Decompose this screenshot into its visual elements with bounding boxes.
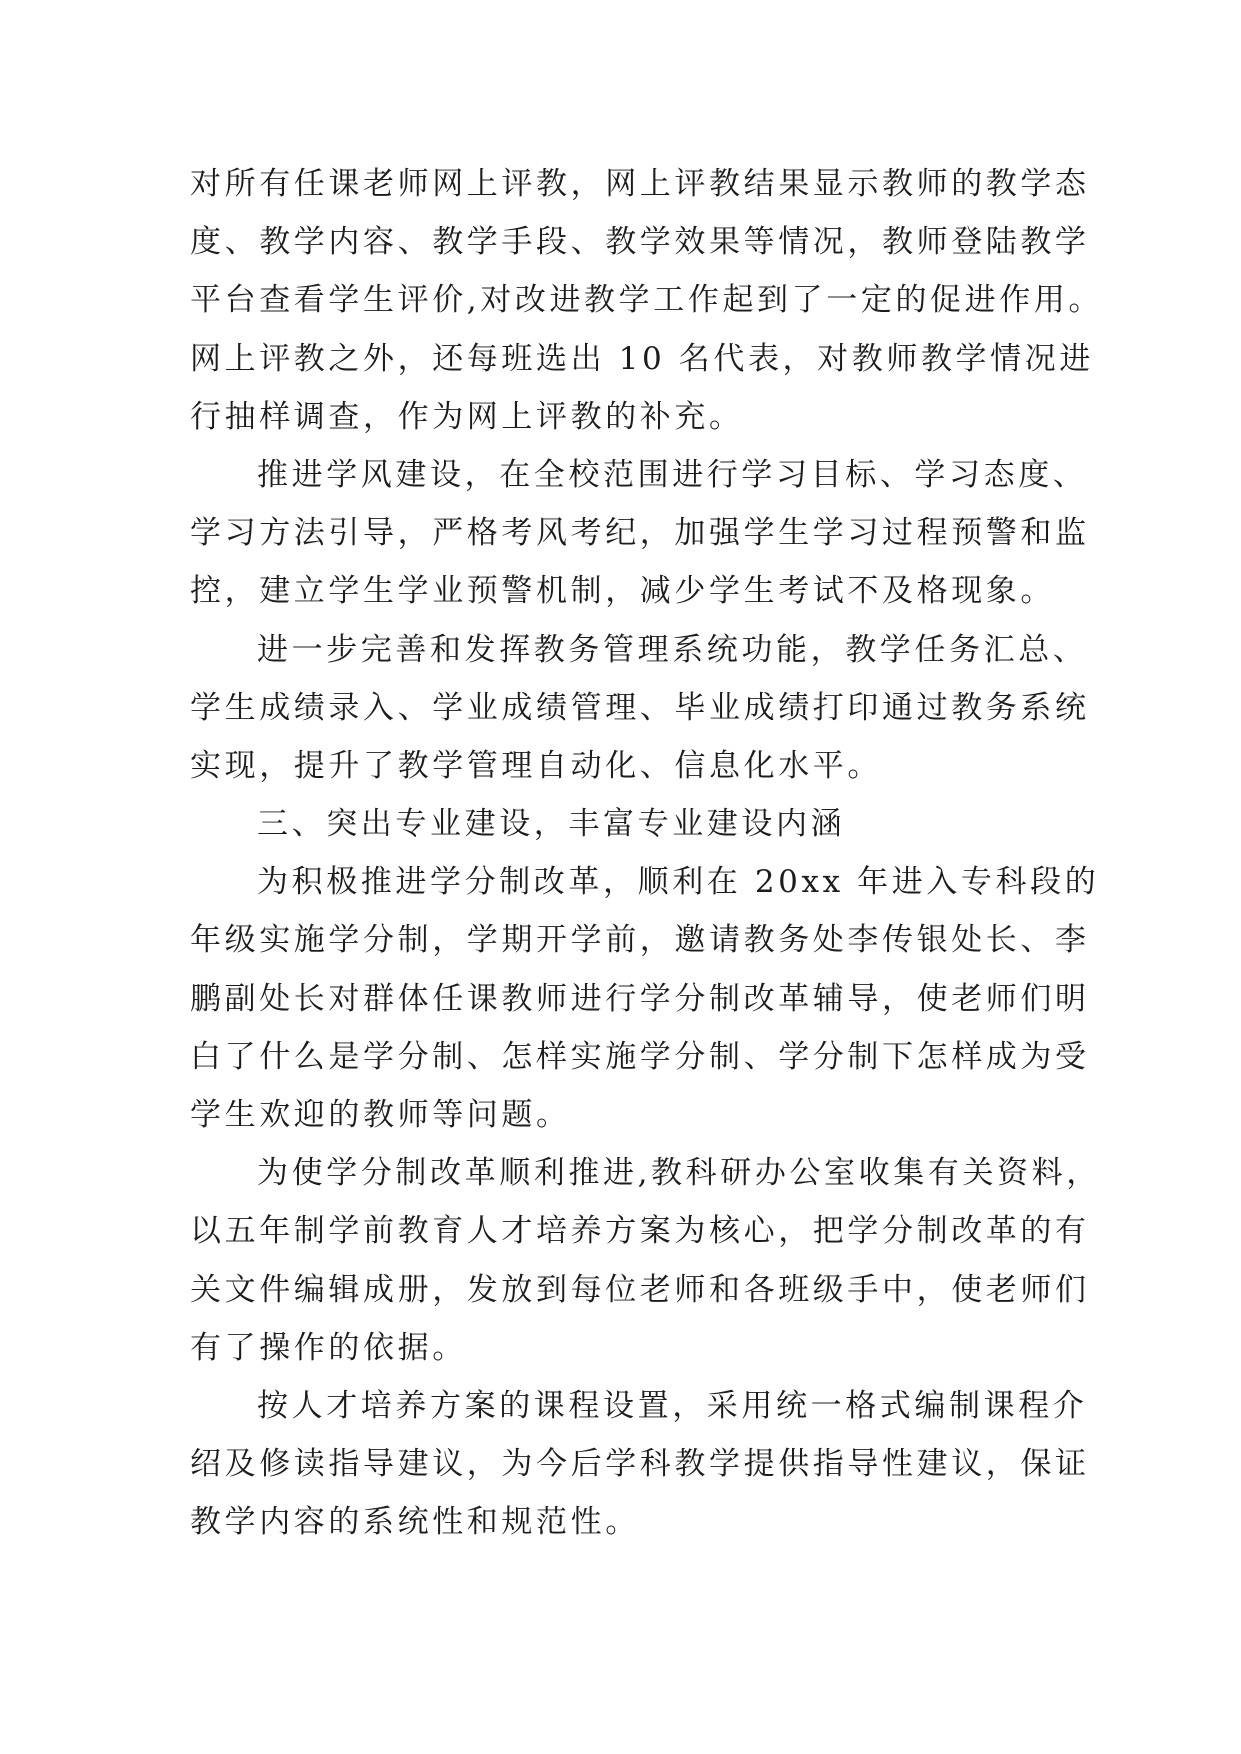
- text-line: 控，建立学生学业预警机制，减少学生考试不及格现象。: [190, 573, 1055, 610]
- text-line: 网上评教之外，还每班选出 10 名代表，对教师教学情况进: [190, 340, 1094, 377]
- text-line: 关文件编辑成册，发放到每位老师和各班级手中，使老师们: [190, 1271, 1090, 1308]
- text-line: 白了什么是学分制、怎样实施学分制、学分制下怎样成为受: [190, 1038, 1090, 1075]
- text-line: 行抽样调查，作为网上评教的补充。: [190, 398, 744, 435]
- text-line: 年级实施学分制，学期开学前，邀请教务处李传银处长、李: [190, 922, 1090, 959]
- text-line: 绍及修读指导建议，为今后学科教学提供指导性建议，保证: [190, 1446, 1090, 1483]
- text-line: 度、教学内容、教学手段、教学效果等情况，教师登陆教学: [190, 224, 1090, 261]
- document-body: [190, 155, 1104, 1552]
- paragraph-first-line: 为积极推进学分制改革，顺利在 20xx 年进入专科段的: [257, 864, 1100, 901]
- paragraph-first-line: 进一步完善和发挥教务管理系统功能，教学任务汇总、: [257, 631, 1088, 668]
- text-line: 实现，提升了教学管理自动化、信息化水平。: [190, 747, 882, 784]
- text-line: 平台查看学生评价,对改进教学工作起到了一定的促进作用。: [190, 282, 1104, 319]
- text-line: 学习方法引导，严格考风考纪，加强学生学习过程预警和监: [190, 515, 1090, 552]
- text-line: 有了操作的依据。: [190, 1329, 467, 1366]
- text-line: 学生成绩录入、学业成绩管理、毕业成绩打印通过教务系统: [190, 689, 1090, 726]
- text-line: 学生欢迎的教师等问题。: [190, 1097, 571, 1133]
- text-line: 教学内容的系统性和规范性。: [190, 1504, 640, 1541]
- text-line: 以五年制学前教育人才培养方案为核心，把学分制改革的有: [190, 1213, 1090, 1250]
- text-line: 鹏副处长对群体任课教师进行学分制改革辅导，使老师们明: [190, 980, 1090, 1017]
- paragraph-first-line: 按人才培养方案的课程设置，采用统一格式编制课程介: [257, 1387, 1088, 1424]
- text-line: 对所有任课老师网上评教，网上评教结果显示教师的教学态: [190, 166, 1090, 202]
- paragraph-first-line: 三、突出专业建设，丰富专业建设内涵: [257, 806, 846, 843]
- paragraph-first-line: 为使学分制改革顺利推进,教科研办公室收集有关资料，: [257, 1155, 1101, 1192]
- paragraph-first-line: 推进学风建设，在全校范围进行学习目标、学习态度、: [257, 456, 1088, 493]
